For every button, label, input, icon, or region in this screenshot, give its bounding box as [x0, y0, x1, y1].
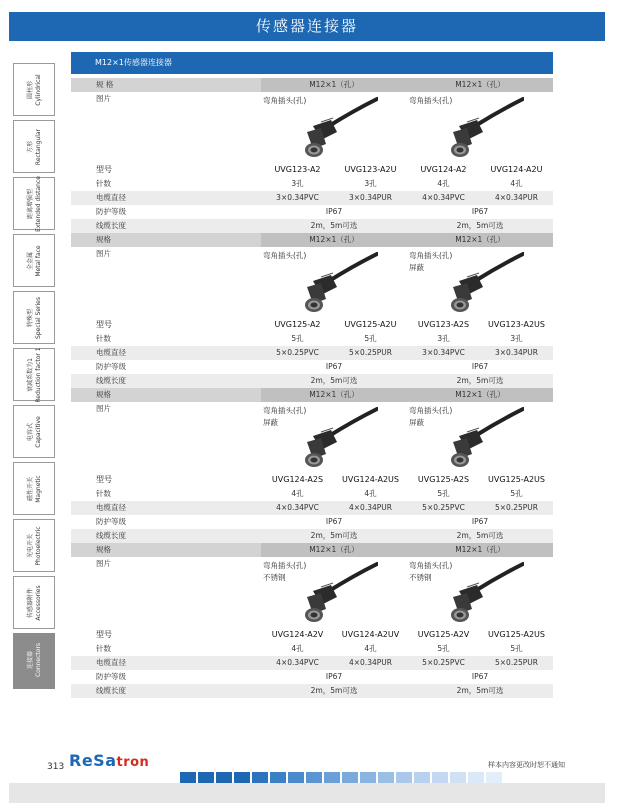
sidebar-tab-label: 磁性开关 Magnetic [27, 475, 42, 503]
connector-image [439, 251, 524, 317]
length-row [71, 529, 553, 543]
model-number: UVG124-A2UV [341, 630, 400, 639]
protection-row [71, 670, 553, 684]
pin-count: 5孔 [437, 644, 450, 653]
row-label: 型号 [96, 630, 112, 639]
length-row [71, 219, 553, 233]
pin-count: 4孔 [291, 489, 304, 498]
cable-length: 2m，5m可选 [407, 374, 553, 388]
pins-row [71, 642, 553, 656]
pin-count: 5孔 [437, 489, 450, 498]
row-label: 电缆直径 [71, 656, 261, 670]
picture-cell [261, 92, 407, 163]
row-label: 规格 [71, 233, 261, 247]
model-row [71, 473, 553, 487]
sidebar-tab-label: 传感器附件 Accessories [27, 585, 42, 621]
category-sidebar [13, 63, 55, 693]
cable-spec: 5×0.25PUR [334, 346, 407, 360]
row-label: 电缆直径 [71, 501, 261, 515]
picture-row [71, 247, 553, 318]
cable-row [71, 191, 553, 205]
model-number: UVG123-A2 [274, 165, 321, 174]
model-number: UVG125-A2US [487, 630, 545, 639]
pin-count: 3孔 [291, 179, 304, 188]
pins-row [71, 177, 553, 191]
spec-value: M12×1（孔） [407, 78, 553, 92]
model-number: UVG125-A2US [487, 475, 545, 484]
model-number: UVG124-A2U [490, 165, 543, 174]
pin-count: 5孔 [510, 644, 523, 653]
spec-header-row [71, 543, 553, 557]
cable-spec: 4×0.34PUR [334, 656, 407, 670]
model-number: UVG124-A2US [341, 475, 399, 484]
connector-image [439, 406, 524, 472]
row-label: 针数 [96, 489, 111, 498]
picture-caption: 弯角插头(孔) 屏蔽 [409, 251, 453, 272]
cable-spec: 3×0.34PUR [334, 191, 407, 205]
picture-caption: 弯角插头(孔) [263, 96, 307, 105]
picture-caption: 弯角插头(孔) [409, 96, 453, 105]
model-number: UVG123-A2S [417, 320, 470, 329]
section-title: M12×1传感器连接器 [71, 52, 553, 74]
protection-rating: IP67 [471, 517, 489, 526]
row-label: 规格 [71, 543, 261, 557]
cable-spec: 3×0.34PVC [261, 191, 334, 205]
pin-count: 5孔 [291, 334, 304, 343]
picture-caption: 弯角插头(孔) 屏蔽 [263, 406, 307, 427]
cable-row [71, 656, 553, 670]
sidebar-tab-label: 距离增强型 Extended distance [27, 176, 42, 232]
cable-length: 2m，5m可选 [407, 529, 553, 543]
row-label: 型号 [96, 165, 112, 174]
protection-row [71, 515, 553, 529]
pin-count: 4孔 [510, 179, 523, 188]
pin-count: 4孔 [364, 489, 377, 498]
pin-count: 4孔 [291, 644, 304, 653]
sidebar-tab-label: 圆柱形 Cylindrical [27, 74, 42, 106]
model-number: UVG125-A2U [344, 320, 397, 329]
model-row [71, 163, 553, 177]
cable-length: 2m，5m可选 [407, 684, 553, 698]
connector-image [293, 96, 378, 162]
protection-rating: IP67 [325, 362, 343, 371]
row-label: 线缆长度 [71, 684, 261, 698]
page-title: 传感器连接器 [9, 12, 605, 41]
row-label: 针数 [96, 644, 111, 653]
cable-spec: 5×0.25PVC [261, 346, 334, 360]
row-label: 规格 [71, 388, 261, 402]
row-label: 图片 [96, 249, 111, 258]
sidebar-tab-special-series[interactable] [13, 291, 55, 344]
picture-caption: 弯角插头(孔) 不锈钢 [409, 561, 453, 582]
bottom-bar [9, 783, 605, 803]
row-label: 线缆长度 [71, 219, 261, 233]
model-number: UVG123-A2U [344, 165, 397, 174]
pin-count: 3孔 [364, 179, 377, 188]
cable-spec: 5×0.25PVC [407, 656, 480, 670]
picture-row [71, 402, 553, 473]
connector-image [293, 561, 378, 627]
sidebar-tab-label: 方形 Rectangular [27, 128, 42, 166]
picture-cell [261, 402, 407, 473]
protection-row [71, 205, 553, 219]
spec-value: M12×1（孔） [407, 388, 553, 402]
connector-image [439, 96, 524, 162]
spec-header-row [71, 233, 553, 247]
pins-row [71, 332, 553, 346]
row-label: 防护等级 [96, 207, 126, 216]
cable-spec: 4×0.34PVC [261, 501, 334, 515]
cable-spec: 5×0.25PVC [407, 501, 480, 515]
spec-value: M12×1（孔） [407, 543, 553, 557]
spec-header-row [71, 388, 553, 402]
sidebar-tab-capacitive[interactable] [13, 405, 55, 458]
row-label: 防护等级 [96, 672, 126, 681]
row-label: 线缆长度 [71, 374, 261, 388]
cable-row [71, 501, 553, 515]
cable-spec: 4×0.34PVC [407, 191, 480, 205]
cable-spec: 4×0.34PUR [480, 191, 553, 205]
sidebar-tab-label: 电容式 Capacitive [27, 416, 42, 448]
model-row [71, 628, 553, 642]
picture-row [71, 557, 553, 628]
picture-cell [407, 402, 553, 473]
connector-image [439, 561, 524, 627]
row-label: 规 格 [71, 78, 261, 92]
pin-count: 5孔 [510, 489, 523, 498]
footer-note: 样本内容更改时恕不通知 [488, 761, 565, 769]
picture-cell [261, 247, 407, 318]
pin-count: 3孔 [437, 334, 450, 343]
model-number: UVG124-A2 [420, 165, 467, 174]
picture-cell [407, 92, 553, 163]
page-number: 313 [47, 762, 65, 772]
sidebar-tab-label: 光电开关 Photoelectric [27, 526, 42, 566]
picture-cell [407, 557, 553, 628]
sidebar-tab-accessories[interactable] [13, 576, 55, 629]
model-number: UVG124-A2S [271, 475, 324, 484]
sidebar-tab-cylindrical[interactable] [13, 63, 55, 116]
pin-count: 3孔 [510, 334, 523, 343]
sidebar-tab-reduction-factor-1[interactable] [13, 348, 55, 401]
cable-spec: 3×0.34PUR [480, 346, 553, 360]
picture-caption: 弯角插头(孔) 屏蔽 [409, 406, 453, 427]
length-row [71, 374, 553, 388]
pin-count: 4孔 [437, 179, 450, 188]
cable-spec: 4×0.34PUR [334, 501, 407, 515]
protection-rating: IP67 [471, 207, 489, 216]
protection-rating: IP67 [325, 672, 343, 681]
cable-length: 2m，5m可选 [261, 684, 407, 698]
picture-cell [261, 557, 407, 628]
sidebar-tab-label: 衰减系数为1 Reduction factor 1 [27, 347, 42, 403]
row-label: 图片 [96, 94, 111, 103]
protection-rating: IP67 [325, 207, 343, 216]
cable-spec: 3×0.34PVC [407, 346, 480, 360]
row-label: 图片 [96, 404, 111, 413]
pin-count: 5孔 [364, 334, 377, 343]
picture-caption: 弯角插头(孔) [263, 251, 307, 260]
model-number: UVG125-A2 [274, 320, 321, 329]
spec-value: M12×1（孔） [261, 388, 407, 402]
row-label: 型号 [96, 475, 112, 484]
row-label: 线缆长度 [71, 529, 261, 543]
brand-logo: ReSatron [69, 751, 150, 770]
spec-value: M12×1（孔） [261, 543, 407, 557]
row-label: 针数 [96, 179, 111, 188]
row-label: 电缆直径 [71, 346, 261, 360]
sidebar-tab-label: 连接器 Connectors [27, 642, 42, 678]
sidebar-tab-connectors[interactable] [13, 633, 55, 689]
sidebar-tab-magnetic[interactable] [13, 462, 55, 515]
connector-image [293, 251, 378, 317]
model-number: UVG124-A2V [271, 630, 324, 639]
cable-spec: 5×0.25PUR [480, 656, 553, 670]
model-number: UVG125-A2S [417, 475, 470, 484]
sidebar-tab-label: 全金属 Metal face [27, 245, 42, 277]
spec-value: M12×1（孔） [407, 233, 553, 247]
pins-row [71, 487, 553, 501]
sidebar-tab-photoelectric[interactable] [13, 519, 55, 572]
footer-squares [180, 769, 590, 781]
picture-row [71, 92, 553, 163]
model-number: UVG125-A2V [417, 630, 470, 639]
row-label: 电缆直径 [71, 191, 261, 205]
sidebar-tab-label: 特殊型 Special Series [27, 297, 42, 339]
model-row [71, 318, 553, 332]
row-label: 防护等级 [96, 362, 126, 371]
pin-count: 4孔 [364, 644, 377, 653]
protection-rating: IP67 [325, 517, 343, 526]
connector-image [293, 406, 378, 472]
connector-spec-table [71, 78, 553, 698]
protection-row [71, 360, 553, 374]
cable-row [71, 346, 553, 360]
row-label: 型号 [96, 320, 112, 329]
cable-length: 2m，5m可选 [261, 529, 407, 543]
cable-length: 2m，5m可选 [261, 219, 407, 233]
length-row [71, 684, 553, 698]
row-label: 图片 [96, 559, 111, 568]
cable-length: 2m，5m可选 [261, 374, 407, 388]
spec-value: M12×1（孔） [261, 78, 407, 92]
cable-length: 2m，5m可选 [407, 219, 553, 233]
spec-value: M12×1（孔） [261, 233, 407, 247]
cable-spec: 4×0.34PVC [261, 656, 334, 670]
protection-rating: IP67 [471, 362, 489, 371]
cable-spec: 5×0.25PUR [480, 501, 553, 515]
protection-rating: IP67 [471, 672, 489, 681]
sidebar-tab-rectangular[interactable] [13, 120, 55, 173]
sidebar-tab-extended-distance[interactable] [13, 177, 55, 230]
picture-cell [407, 247, 553, 318]
row-label: 防护等级 [96, 517, 126, 526]
model-number: UVG123-A2US [487, 320, 545, 329]
row-label: 针数 [96, 334, 111, 343]
sidebar-tab-metal-face[interactable] [13, 234, 55, 287]
spec-header-row [71, 78, 553, 92]
picture-caption: 弯角插头(孔) 不锈钢 [263, 561, 307, 582]
